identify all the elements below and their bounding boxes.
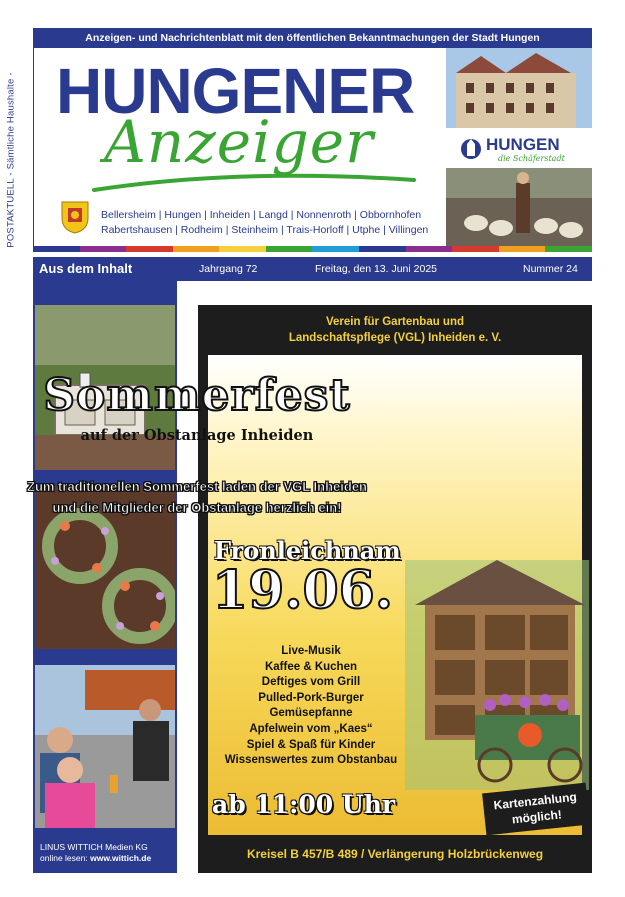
publisher-name: LINUS WITTICH Medien KG	[40, 842, 148, 852]
coat-of-arms-icon	[60, 200, 90, 234]
card-payment-badge: Kartenzahlung möglich!	[482, 783, 590, 836]
poster-invitation: Zum traditionellen Sommerfest laden der VGL Inheiden und die Mitglieder der Obstanlage herzlich ein!	[27, 479, 367, 515]
publisher-url[interactable]: www.wittich.de	[90, 853, 152, 863]
program-item: Pulled-Pork-Burger	[258, 691, 364, 704]
program-item: Wissenswertes zum Obstanbau	[224, 754, 398, 767]
places-line-1: Bellersheim | Hungen | Inheiden | Langd | Nonnenroth | Obbornhofen	[101, 209, 422, 221]
poster-date: 19.06.	[212, 560, 393, 621]
poster-headline: Sommerfest	[43, 370, 351, 421]
publisher-online: online lesen: www.wittich.de	[40, 853, 152, 863]
insect-hotel-illustration	[405, 560, 589, 790]
program-item: Kaffee & Kuchen	[264, 660, 358, 673]
church-icon	[460, 136, 482, 162]
program-item: Live-Musik	[281, 645, 341, 657]
masthead	[33, 48, 446, 246]
poster-location: Kreisel B 457/B 489 / Verlängerung Holzbrückenweg	[198, 835, 592, 873]
issue-info-bar	[33, 257, 592, 281]
contents-heading: Aus dem Inhalt	[39, 261, 133, 276]
logo-subtext: die Schäferstadt	[498, 154, 565, 163]
program-item: Spiel & Spaß für Kinder	[246, 738, 376, 751]
color-strip	[33, 246, 592, 252]
poster-subheadline: auf der Obstanlage Inheiden	[80, 427, 314, 444]
program-item: Apfelwein vom „Kaes“	[249, 722, 373, 735]
logo-text: HUNGEN	[486, 135, 560, 154]
poster-organizer: Verein für Gartenbau und Landschaftspflege (VGL) Inheiden e. V.	[288, 316, 502, 344]
poster-occasion: Fronleichnam	[214, 536, 401, 565]
places-line-2: Rabertshausen | Rodheim | Steinheim | Trais-Horloff | Utphe | Villingen	[101, 224, 429, 236]
publisher-info	[40, 842, 151, 864]
poster-program	[222, 644, 400, 769]
program-item: Deftiges vom Grill	[261, 676, 361, 689]
volume: Jahrgang 72	[199, 263, 258, 275]
title-script: Anzeiger	[104, 108, 374, 176]
title-swoosh	[89, 158, 419, 198]
header-tagline: Anzeigen- und Nachrichtenblatt mit den öffentlichen Bekanntmachungen der Stadt Hungen	[33, 28, 592, 48]
poster-start-time: ab 11:00 Uhr	[212, 790, 396, 819]
title-main: HUNGENER	[56, 55, 415, 127]
program-item: Gemüsepfanne	[269, 707, 353, 720]
issue-date: Freitag, den 13. Juni 2025	[315, 263, 438, 275]
photo-people-outdoors	[35, 665, 175, 828]
issue-number: Nummer 24	[523, 263, 578, 275]
places-list	[101, 208, 428, 238]
hungen-logo	[452, 132, 586, 166]
postal-label: POSTAKTUELL - Sämtliche Haushalte -	[5, 72, 17, 248]
